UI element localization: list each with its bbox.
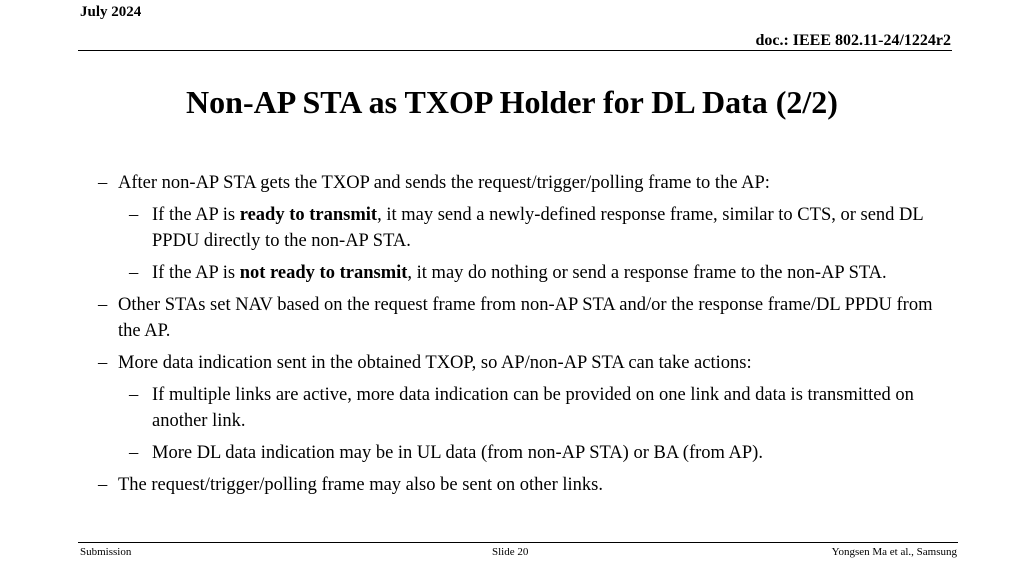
bullet-dash: – bbox=[129, 385, 139, 405]
bullet-dash: – bbox=[129, 443, 139, 463]
bullet-item bbox=[98, 260, 938, 286]
footer-slide-number: Slide 20 bbox=[492, 546, 529, 558]
footer-submission: Submission bbox=[80, 546, 132, 558]
footer-divider bbox=[78, 542, 958, 543]
bullet-item bbox=[98, 292, 938, 344]
bullet-emphasis: not ready to transmit bbox=[239, 263, 408, 283]
bullet-text: After non-AP STA gets the TXOP and sends the request/trigger/polling frame to the AP: bbox=[118, 173, 770, 193]
bullet-text: Other STAs set NAV based on the request frame from non-AP STA and/or the response frame/DL PPDU from the AP. bbox=[118, 295, 933, 341]
bullet-dash: – bbox=[98, 295, 108, 315]
header-doc-id: doc.: IEEE 802.11-24/1224r2 bbox=[755, 32, 951, 49]
bullet-text: If the AP is bbox=[152, 205, 240, 225]
bullet-dash: – bbox=[129, 263, 139, 283]
slide-content bbox=[98, 170, 938, 504]
bullet-item bbox=[98, 170, 938, 196]
bullet-item bbox=[98, 202, 938, 254]
bullet-text: If the AP is bbox=[152, 263, 240, 283]
bullet-text: If multiple links are active, more data indication can be provided on one link and data is transmitted on another link. bbox=[152, 385, 914, 431]
bullet-item bbox=[98, 440, 938, 466]
bullet-dash: – bbox=[98, 173, 108, 193]
bullet-item bbox=[98, 382, 938, 434]
header-divider bbox=[78, 50, 952, 51]
bullet-text: More DL data indication may be in UL data (from non-AP STA) or BA (from AP). bbox=[152, 443, 763, 463]
footer-author: Yongsen Ma et al., Samsung bbox=[831, 546, 957, 558]
bullet-text: The request/trigger/polling frame may also be sent on other links. bbox=[118, 475, 603, 495]
bullet-text: , it may send a newly-defined response frame, similar to CTS, or send DL PPDU directly to the non-AP STA. bbox=[152, 205, 924, 251]
bullet-text: More data indication sent in the obtained TXOP, so AP/non-AP STA can take actions: bbox=[118, 353, 752, 373]
bullet-text: , it may do nothing or send a response frame to the non-AP STA. bbox=[407, 263, 887, 283]
bullet-item bbox=[98, 350, 938, 376]
slide-title: Non-AP STA as TXOP Holder for DL Data (2/2) bbox=[186, 84, 838, 120]
bullet-item bbox=[98, 472, 938, 498]
bullet-dash: – bbox=[98, 475, 108, 495]
bullet-emphasis: ready to transmit bbox=[239, 205, 378, 225]
bullet-dash: – bbox=[98, 353, 108, 373]
header-date: July 2024 bbox=[80, 4, 142, 20]
bullet-dash: – bbox=[129, 205, 139, 225]
